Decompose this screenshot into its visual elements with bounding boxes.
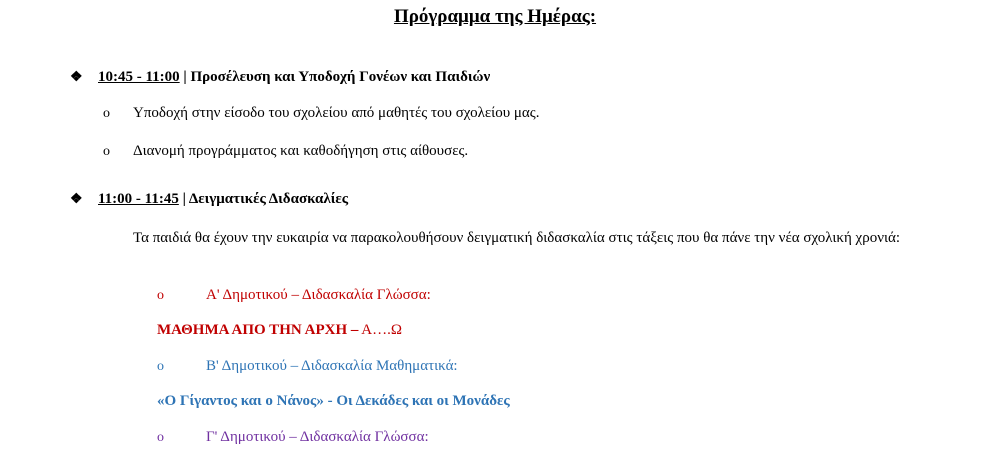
section-heading-text: Προσέλευση και Υποδοχή Γονέων και Παιδιών [190,69,491,85]
lesson-title-text: ΜΑΘΗΜΑ ΑΠΟ ΤΗΝ ΑΡΧΗ – [157,322,359,338]
lesson-title-b: «Ο Γίγαντος και ο Νάνος» - Οι Δεκάδες και οι Μονάδες [157,393,510,409]
section-heading-text: Δειγματικές Διδασκαλίες [188,191,349,207]
class-item-c [157,429,429,446]
section-paragraph: Τα παιδιά θα έχουν την ευκαιρία να παρακολουθήσουν δειγματική διδασκαλία στις τάξεις που θα πάνε την νέα σχολική χρονιά: [133,230,901,246]
list-item [103,143,468,160]
class-label: Α' Δημοτικού – Διδασκαλία Γλώσσα: [206,287,431,303]
page-title: Πρόγραμμα της Ημέρας: [393,6,597,27]
circle-bullet-icon: o [157,430,164,445]
class-label: Β' Δημοτικού – Διδασκαλία Μαθηματικά: [206,358,458,374]
circle-bullet-icon: o [157,288,164,303]
class-item-b [157,358,458,375]
class-label: Γ' Δημοτικού – Διδασκαλία Γλώσσα: [206,429,429,445]
list-item-text: Διανομή προγράμματος και καθοδήγηση στις αίθουσες. [133,143,469,159]
diamond-bullet-icon: ❖ [70,192,83,207]
class-item-a [157,287,431,304]
section-time: 11:00 - 11:45 [98,191,179,207]
diamond-bullet-icon: ❖ [70,70,83,85]
list-item-text: Υποδοχή στην είσοδο του σχολείου από μαθητές του σχολείου μας. [133,105,540,121]
circle-bullet-icon: o [157,359,164,374]
section-heading-arrival [70,69,490,86]
circle-bullet-icon: o [103,106,110,121]
lesson-title-tail: Α….Ω [358,322,403,338]
lesson-title-a [157,322,402,339]
list-item [103,105,539,122]
section-time: 10:45 - 11:00 [98,69,180,85]
circle-bullet-icon: o [103,144,110,159]
section-separator: | [179,69,191,85]
section-separator: | [178,191,189,207]
section-heading-lessons [70,191,348,208]
